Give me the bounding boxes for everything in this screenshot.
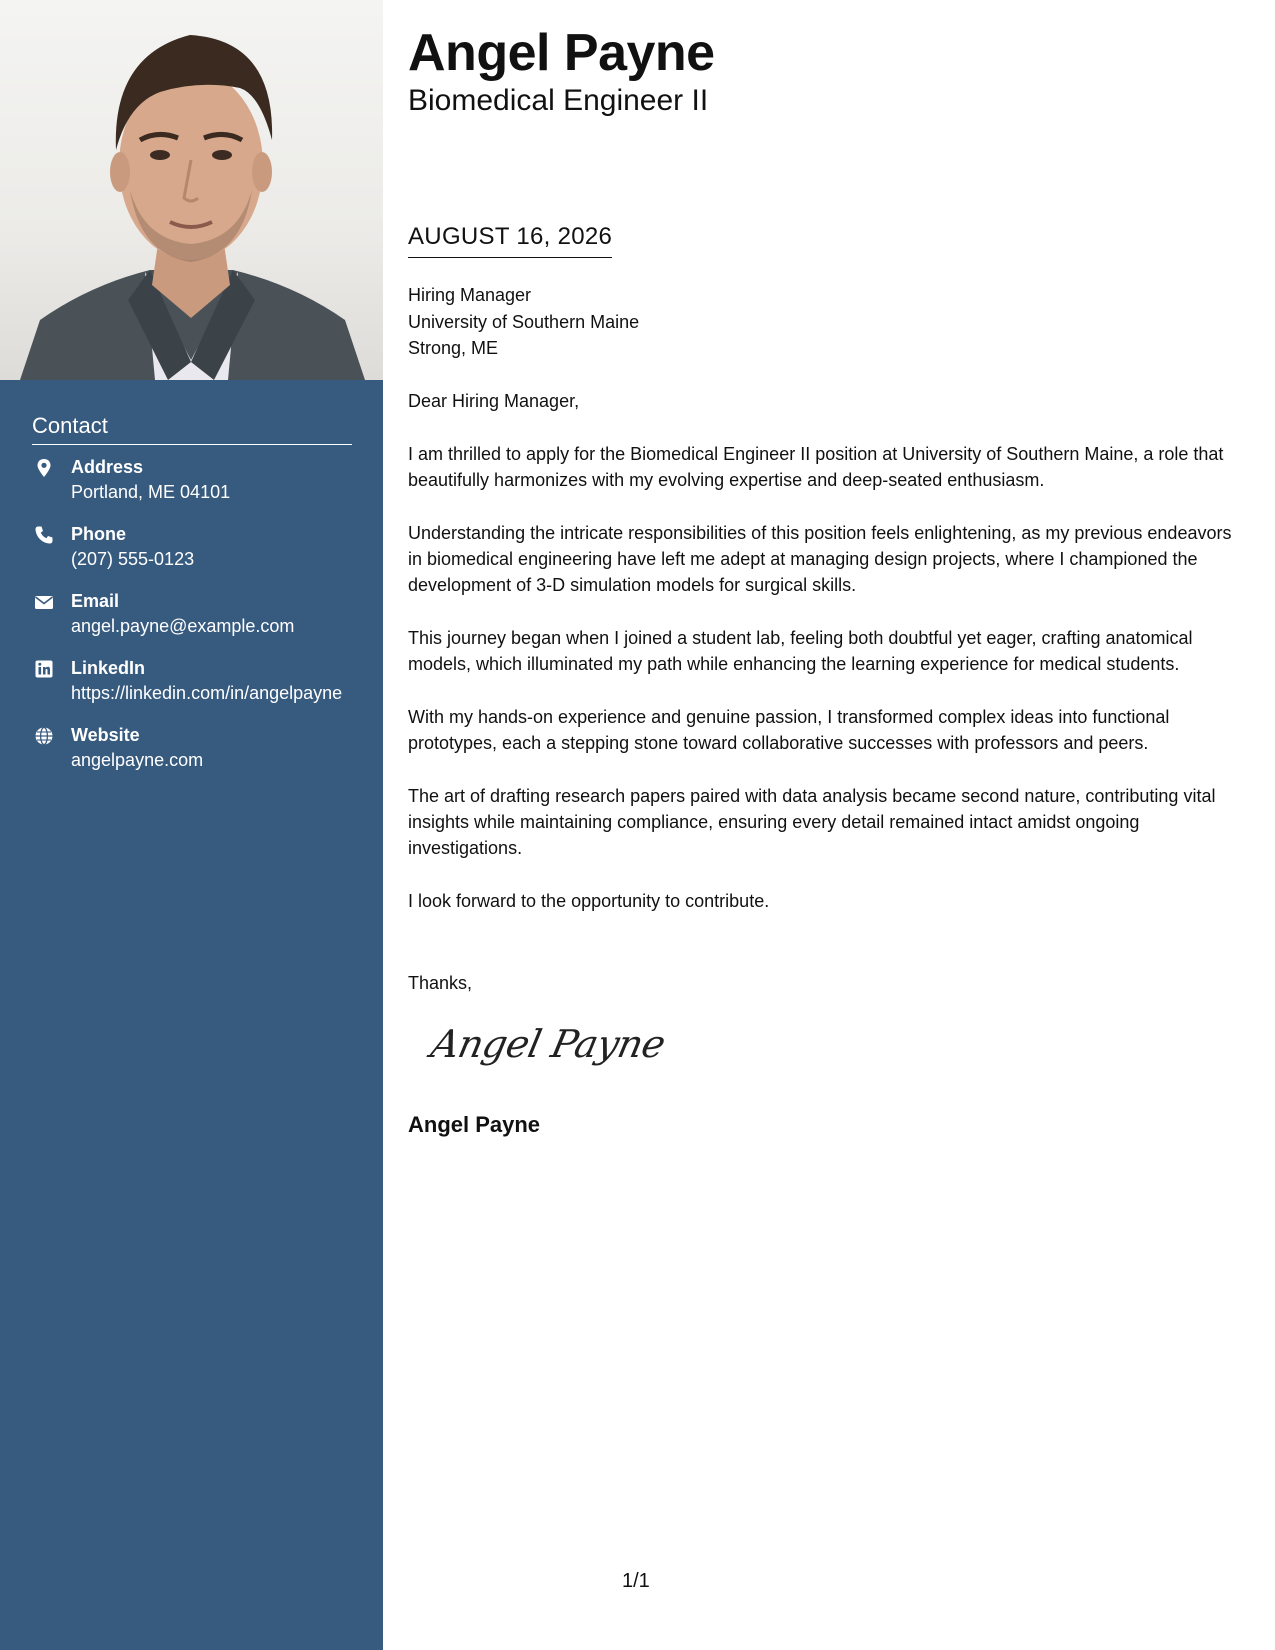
linkedin-icon <box>34 659 54 679</box>
page-number: 1/1 <box>622 1570 650 1592</box>
job-title: Biomedical Engineer II <box>408 84 709 117</box>
letter-paragraph: This journey began when I joined a student lab, feeling both doubtful yet eager, crafting anatomical models, which illuminated my path while enhancing the learning experience for medical students. <box>408 628 1193 674</box>
phone-label: Phone <box>71 524 127 544</box>
signed-name: Angel Payne <box>408 1112 541 1137</box>
contact-item-website <box>32 723 352 773</box>
profile-photo <box>0 0 383 380</box>
letter-date: AUGUST 16, 2026 <box>408 222 612 258</box>
letter-paragraph: I look forward to the opportunity to contribute. <box>408 891 770 911</box>
handwritten-signature: Angel Payne <box>427 1022 670 1066</box>
contact-item-phone <box>32 522 352 572</box>
portrait-image <box>0 0 383 380</box>
contact-heading: Contact <box>32 412 352 445</box>
recipient-line: Hiring Manager <box>408 285 532 305</box>
sidebar <box>0 0 383 1650</box>
address-value: Portland, ME 04101 <box>71 482 231 502</box>
contact-item-email <box>32 589 352 639</box>
linkedin-label: LinkedIn <box>71 658 146 678</box>
envelope-icon <box>34 592 54 612</box>
linkedin-value[interactable]: https://linkedin.com/in/angelpayne <box>71 683 343 703</box>
contact-item-linkedin <box>32 656 352 706</box>
letter-paragraph: Understanding the intricate responsibilities of this position feels enlightening, as my previous endeavors in biomedical engineering have left me adept at managing design projects, where I championed the development of 3-D simulation models for surgical skills. <box>408 523 1232 595</box>
map-pin-icon <box>34 458 54 478</box>
website-value[interactable]: angelpayne.com <box>71 750 204 770</box>
letter-paragraph: With my hands-on experience and genuine passion, I transformed complex ideas into functional prototypes, each a stepping stone toward collaborative successes with professors and peers. <box>408 707 1170 753</box>
address-label: Address <box>71 457 144 477</box>
globe-icon <box>34 726 54 746</box>
letter-paragraph: The art of drafting research papers paired with data analysis became second nature, contributing vital insights while maintaining compliance, ensuring every detail remained intact amidst ongoing investigations. <box>408 786 1216 858</box>
closing: Thanks, <box>408 973 473 993</box>
recipient-line: University of Southern Maine <box>408 311 640 332</box>
contact-item-address <box>32 455 352 505</box>
letter-paragraph: I am thrilled to apply for the Biomedical Engineer II position at University of Southern Maine, a role that beautifully harmonizes with my evolving expertise and deep-seated enthusiasm. <box>408 444 1224 490</box>
recipient-block <box>408 282 639 362</box>
email-value[interactable]: angel.payne@example.com <box>71 616 295 636</box>
recipient-line: Strong, ME <box>408 338 499 358</box>
applicant-name: Angel Payne <box>408 24 715 82</box>
phone-icon <box>34 525 54 545</box>
website-label: Website <box>71 725 140 745</box>
salutation: Dear Hiring Manager, <box>408 391 580 411</box>
email-label: Email <box>71 591 120 611</box>
phone-value: (207) 555-0123 <box>71 549 195 569</box>
contact-section <box>32 412 352 790</box>
letter-body <box>408 388 1238 941</box>
